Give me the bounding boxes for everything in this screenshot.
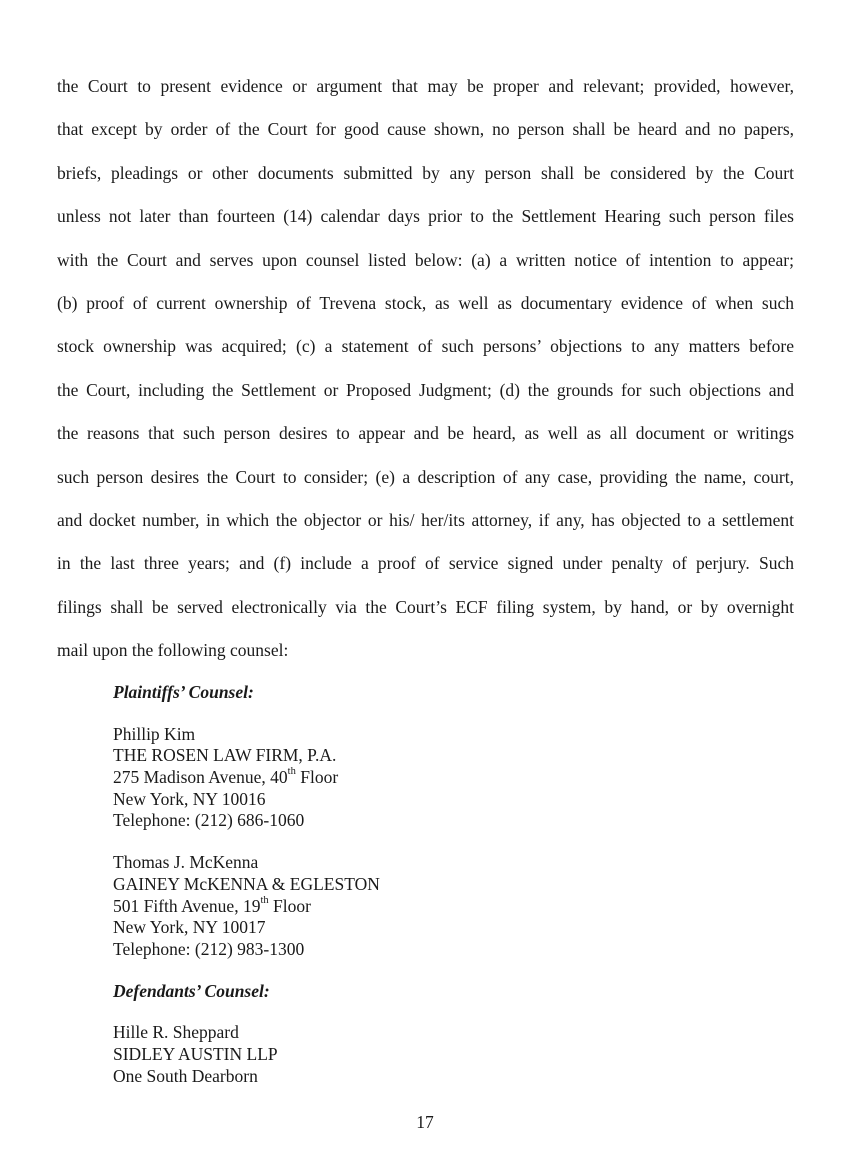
counsel-block-sidley (113, 1022, 713, 1087)
paragraph-line: that except by order of the Court for good cause shown, no person shall be heard and no papers, (57, 119, 794, 140)
paragraph-line: such person desires the Court to consider; (e) a description of any case, providing the name, court, (57, 466, 794, 487)
city-state-zip: New York, NY 10017 (113, 917, 266, 938)
firm-name: SIDLEY AUSTIN LLP (113, 1043, 278, 1064)
telephone: Telephone: (212) 686-1060 (113, 810, 305, 831)
paragraph-line: and docket number, in which the objector or his/ her/its attorney, if any, has objected to a settlement (57, 509, 794, 530)
paragraph-line: in the last three years; and (f) include a proof of service signed under penalty of perjury. Such (57, 553, 794, 574)
paragraph-line: with the Court and serves upon counsel listed below: (a) a written notice of intention to appear; (57, 249, 794, 270)
paragraph-line: filings shall be served electronically via the Court’s ECF filing system, by hand, or by overnight (57, 596, 794, 617)
counsel-block-gainey (113, 852, 713, 960)
paragraph-line: stock ownership was acquired; (c) a statement of such persons’ objections to any matters before (57, 336, 794, 357)
page-number: 17 (416, 1112, 434, 1132)
street-address: 275 Madison Avenue, 40th Floor (113, 766, 339, 788)
body-paragraph (57, 67, 794, 674)
counsel-name: Phillip Kim (113, 723, 196, 744)
defendants-counsel-heading: Defendants’ Counsel: (113, 980, 270, 1001)
paragraph-line: mail upon the following counsel: (57, 640, 289, 661)
paragraph-line: the Court to present evidence or argument that may be proper and relevant; provided, however, (57, 76, 794, 96)
counsel-name: Thomas J. McKenna (113, 852, 259, 873)
plaintiffs-counsel-heading: Plaintiffs’ Counsel: (113, 682, 254, 702)
paragraph-line: the Court, including the Settlement or Proposed Judgment; (d) the grounds for such objections and (57, 379, 794, 400)
paragraph-line: (b) proof of current ownership of Trevena stock, as well as documentary evidence of when such (57, 292, 794, 313)
city-state-zip: New York, NY 10016 (113, 788, 266, 809)
firm-name: GAINEY McKENNA & EGLESTON (113, 873, 380, 894)
street-address: 501 Fifth Avenue, 19th Floor (113, 894, 311, 916)
counsel-list (113, 682, 713, 1087)
paragraph-line: unless not later than fourteen (14) calendar days prior to the Settlement Hearing such person files (57, 206, 794, 227)
counsel-block-rosen (113, 724, 713, 832)
counsel-name: Hille R. Sheppard (113, 1022, 239, 1043)
telephone: Telephone: (212) 983-1300 (113, 938, 305, 959)
paragraph-line: the reasons that such person desires to appear and be heard, as well as all document or writings (57, 423, 794, 444)
paragraph-line: briefs, pleadings or other documents submitted by any person shall be considered by the Court (57, 162, 794, 183)
street-address: One South Dearborn (113, 1065, 258, 1086)
firm-name: THE ROSEN LAW FIRM, P.A. (113, 745, 337, 766)
